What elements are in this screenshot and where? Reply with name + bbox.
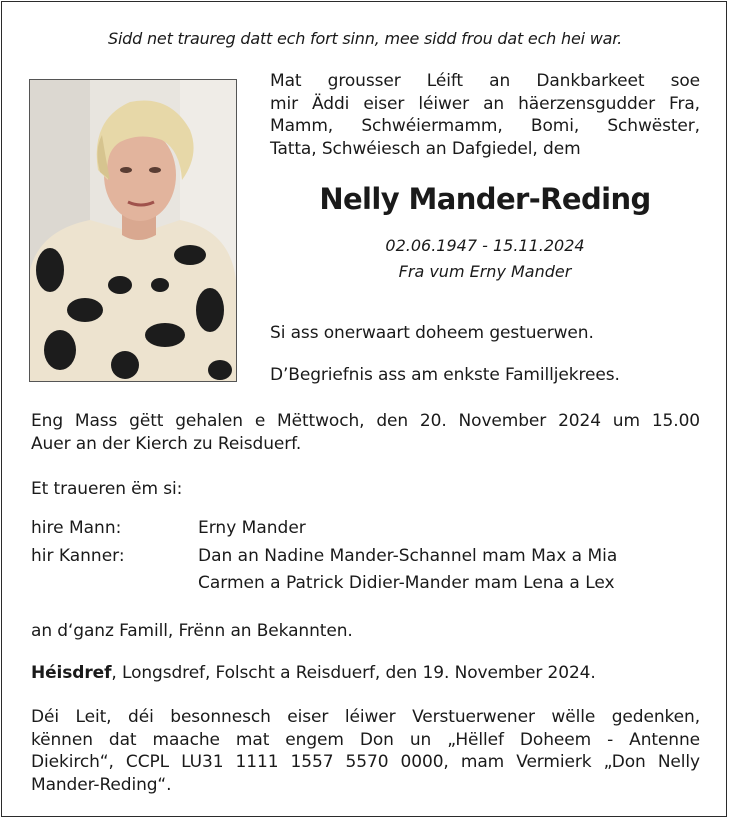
- intro-line: Tatta, Schwéiesch an Dafgiedel, dem: [270, 138, 581, 159]
- donation-line: Mander-Reding“.: [31, 774, 172, 795]
- place-date-line: [31, 662, 596, 685]
- place-rest: , Longsdref, Folscht a Reisduerf, den 19. November 2024.: [111, 663, 596, 683]
- funeral-text: D’Begriefnis ass am enkste Familljekrees.: [270, 365, 620, 385]
- passed-text: Si ass onerwaart doheem gestuerwen.: [270, 323, 594, 343]
- mourner-relation: hire Mann:: [31, 518, 122, 538]
- spouse-line: Fra vum Erny Mander: [398, 262, 572, 281]
- mourner-name: Erny Mander: [198, 518, 306, 538]
- mourner-relation: hir Kanner:: [31, 546, 125, 566]
- portrait-photo: [29, 79, 237, 382]
- mass-text: [31, 410, 700, 455]
- mourner-name: Carmen a Patrick Didier-Mander mam Lena a Lex: [198, 573, 615, 593]
- donation-line: Déi Leit, déi besonnesch eiser léiwer Verstuerwener wëlle gedenken,: [31, 707, 700, 727]
- motto-quote: Sidd net traureg datt ech fort sinn, mee sidd frou dat ech hei war.: [107, 29, 622, 48]
- intro-line: mir Äddi eiser léiwer an häerzensgudder Fra,: [270, 93, 700, 114]
- intro-line: Mamm, Schwéiermamm, Bomi, Schwëster,: [270, 116, 700, 136]
- life-dates: 02.06.1947 - 15.11.2024: [385, 236, 585, 255]
- place-name: Héisdref: [31, 663, 112, 683]
- mourner-name: Dan an Nadine Mander-Schannel mam Max a Mia: [198, 546, 618, 566]
- donation-line: kënnen dat maache mat engem Don un „Hëllef Doheem - Antenne: [31, 729, 700, 750]
- intro-line: Mat grousser Léift an Dankbarkeet soe: [270, 71, 700, 91]
- deceased-name: Nelly Mander-Reding: [319, 182, 651, 216]
- mass-line: Auer an der Kierch zu Reisduerf.: [31, 433, 302, 454]
- donation-line: Diekirch“, CCPL LU31 1111 1557 5570 0000, mam Vermierk „Don Nelly: [31, 752, 700, 772]
- intro-text: [270, 70, 700, 160]
- mourners-intro: Et traueren ëm si:: [31, 479, 183, 499]
- family-line: an d‘ganz Famill, Frënn an Bekannten.: [31, 621, 353, 641]
- mass-line: Eng Mass gëtt gehalen e Mëttwoch, den 20. November 2024 um 15.00: [31, 411, 700, 431]
- donation-text: [31, 706, 700, 796]
